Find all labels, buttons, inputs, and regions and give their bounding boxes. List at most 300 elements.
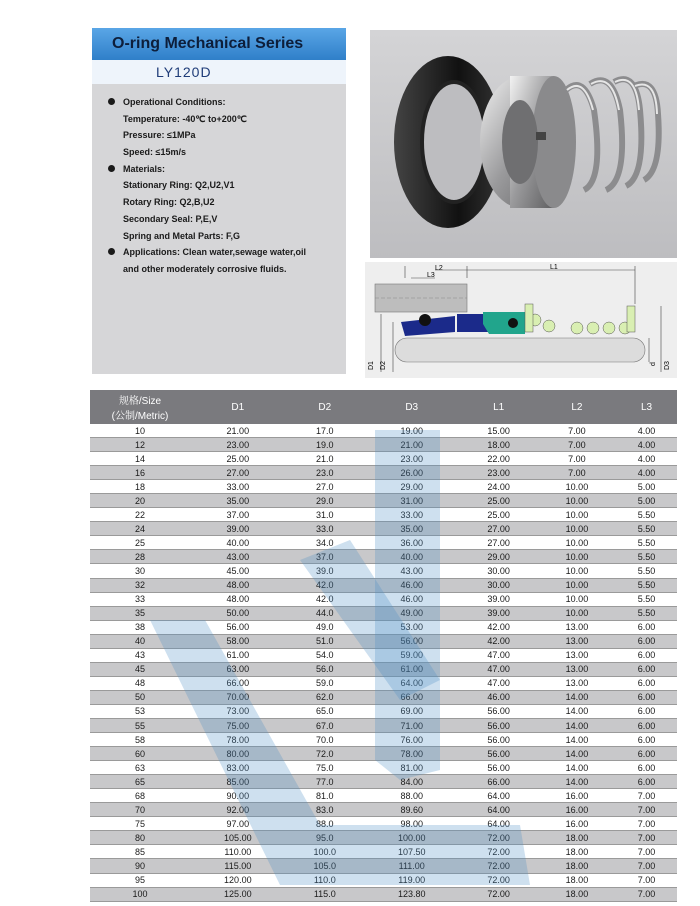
value-cell: 19.0 (286, 438, 364, 452)
value-cell: 7.00 (616, 803, 677, 817)
table-row (90, 536, 677, 550)
value-cell: 56.00 (460, 747, 538, 761)
value-cell: 36.00 (364, 536, 460, 550)
value-cell: 14.00 (538, 775, 616, 789)
size-cell: 38 (90, 620, 190, 634)
value-cell: 42.0 (286, 578, 364, 592)
value-cell: 72.00 (460, 887, 538, 901)
value-cell: 33.00 (190, 480, 286, 494)
value-cell: 18.00 (538, 831, 616, 845)
value-cell: 48.00 (190, 592, 286, 606)
size-cell: 80 (90, 831, 190, 845)
size-table (90, 390, 677, 902)
value-cell: 42.00 (460, 620, 538, 634)
size-cell: 16 (90, 466, 190, 480)
value-cell: 7.00 (538, 466, 616, 480)
diagram-label-d2: D2 (380, 361, 387, 370)
value-cell: 64.00 (460, 817, 538, 831)
size-cell: 90 (90, 859, 190, 873)
value-cell: 65.0 (286, 704, 364, 718)
value-cell: 105.00 (190, 831, 286, 845)
size-cell: 43 (90, 648, 190, 662)
value-cell: 13.00 (538, 634, 616, 648)
value-cell: 24.00 (460, 480, 538, 494)
size-cell: 85 (90, 845, 190, 859)
size-cell: 33 (90, 592, 190, 606)
value-cell: 10.00 (538, 550, 616, 564)
table-row (90, 803, 677, 817)
value-cell: 88.0 (286, 817, 364, 831)
table-row (90, 859, 677, 873)
value-cell: 7.00 (616, 831, 677, 845)
value-cell: 5.50 (616, 508, 677, 522)
table-row (90, 761, 677, 775)
size-cell: 30 (90, 564, 190, 578)
value-cell: 63.00 (190, 662, 286, 676)
value-cell: 6.00 (616, 747, 677, 761)
spec-text: and other moderately corrosive fluids. (123, 263, 287, 274)
value-cell: 61.00 (190, 648, 286, 662)
spec-text: Temperature: -40℃ to+200℃ (123, 113, 247, 124)
col-header-d2: D2 (286, 390, 364, 424)
value-cell: 6.00 (616, 676, 677, 690)
value-cell: 21.00 (190, 424, 286, 438)
value-cell: 10.00 (538, 494, 616, 508)
value-cell: 120.00 (190, 873, 286, 887)
value-cell: 83.0 (286, 803, 364, 817)
value-cell: 51.0 (286, 634, 364, 648)
size-cell: 20 (90, 494, 190, 508)
value-cell: 6.00 (616, 761, 677, 775)
value-cell: 58.00 (190, 634, 286, 648)
value-cell: 5.50 (616, 550, 677, 564)
value-cell: 49.00 (364, 606, 460, 620)
table-row (90, 733, 677, 747)
value-cell: 70.0 (286, 733, 364, 747)
value-cell: 47.00 (460, 648, 538, 662)
value-cell: 70.00 (190, 690, 286, 704)
value-cell: 6.00 (616, 718, 677, 732)
value-cell: 16.00 (538, 803, 616, 817)
value-cell: 53.00 (364, 620, 460, 634)
value-cell: 39.00 (460, 592, 538, 606)
value-cell: 54.0 (286, 648, 364, 662)
diagram-label-d1: D1 (368, 361, 375, 370)
spec-list (108, 94, 344, 278)
value-cell: 7.00 (616, 817, 677, 831)
table-row (90, 480, 677, 494)
value-cell: 30.00 (460, 564, 538, 578)
value-cell: 6.00 (616, 690, 677, 704)
value-cell: 4.00 (616, 452, 677, 466)
value-cell: 33.0 (286, 522, 364, 536)
spec-text: Spring and Metal Parts: F,G (123, 230, 241, 241)
value-cell: 67.0 (286, 718, 364, 732)
value-cell: 27.00 (460, 522, 538, 536)
diagram-label-d3: D3 (664, 361, 671, 370)
size-cell: 50 (90, 690, 190, 704)
value-cell: 111.00 (364, 859, 460, 873)
value-cell: 80.00 (190, 747, 286, 761)
value-cell: 23.00 (190, 438, 286, 452)
value-cell: 4.00 (616, 438, 677, 452)
value-cell: 25.00 (460, 494, 538, 508)
value-cell: 35.00 (364, 522, 460, 536)
table-row (90, 466, 677, 480)
size-cell: 14 (90, 452, 190, 466)
value-cell: 44.0 (286, 606, 364, 620)
value-cell: 72.00 (460, 831, 538, 845)
value-cell: 39.00 (190, 522, 286, 536)
value-cell: 45.00 (190, 564, 286, 578)
value-cell: 5.50 (616, 536, 677, 550)
value-cell: 64.00 (364, 676, 460, 690)
size-cell: 25 (90, 536, 190, 550)
value-cell: 56.00 (460, 733, 538, 747)
bullet-icon (108, 248, 115, 255)
value-cell: 26.00 (364, 466, 460, 480)
value-cell: 5.00 (616, 494, 677, 508)
value-cell: 21.00 (364, 438, 460, 452)
diagram-label-l1: L1 (550, 264, 558, 271)
value-cell: 72.00 (460, 859, 538, 873)
table-row (90, 887, 677, 901)
value-cell: 34.0 (286, 536, 364, 550)
value-cell: 76.00 (364, 733, 460, 747)
size-cell: 10 (90, 424, 190, 438)
value-cell: 115.00 (190, 859, 286, 873)
value-cell: 14.00 (538, 761, 616, 775)
value-cell: 6.00 (616, 775, 677, 789)
value-cell: 4.00 (616, 424, 677, 438)
value-cell: 6.00 (616, 662, 677, 676)
value-cell: 73.00 (190, 704, 286, 718)
value-cell: 72.00 (460, 845, 538, 859)
value-cell: 84.00 (364, 775, 460, 789)
value-cell: 27.00 (190, 466, 286, 480)
value-cell: 10.00 (538, 592, 616, 606)
value-cell: 56.00 (460, 761, 538, 775)
value-cell: 110.00 (190, 845, 286, 859)
value-cell: 66.00 (364, 690, 460, 704)
value-cell: 5.50 (616, 606, 677, 620)
table-row (90, 775, 677, 789)
table-row (90, 634, 677, 648)
value-cell: 10.00 (538, 508, 616, 522)
spec-line (108, 211, 344, 228)
value-cell: 43.00 (364, 564, 460, 578)
value-cell: 46.00 (460, 690, 538, 704)
value-cell: 31.00 (364, 494, 460, 508)
spec-text: Secondary Seal: P,E,V (123, 213, 218, 224)
spec-text: Stationary Ring: Q2,U2,V1 (123, 180, 235, 191)
value-cell: 92.00 (190, 803, 286, 817)
value-cell: 40.00 (190, 536, 286, 550)
value-cell: 14.00 (538, 747, 616, 761)
value-cell: 23.0 (286, 466, 364, 480)
value-cell: 6.00 (616, 634, 677, 648)
value-cell: 29.00 (364, 480, 460, 494)
value-cell: 16.00 (538, 789, 616, 803)
size-cell: 40 (90, 634, 190, 648)
value-cell: 50.00 (190, 606, 286, 620)
value-cell: 14.00 (538, 690, 616, 704)
spec-line (108, 144, 344, 161)
value-cell: 39.00 (460, 606, 538, 620)
value-cell: 5.50 (616, 564, 677, 578)
value-cell: 56.00 (364, 634, 460, 648)
spec-line (108, 127, 344, 144)
table-row (90, 676, 677, 690)
value-cell: 10.00 (538, 606, 616, 620)
value-cell: 14.00 (538, 733, 616, 747)
value-cell: 125.00 (190, 887, 286, 901)
value-cell: 37.00 (190, 508, 286, 522)
value-cell: 13.00 (538, 648, 616, 662)
value-cell: 5.50 (616, 522, 677, 536)
spec-line (108, 94, 344, 111)
value-cell: 71.00 (364, 718, 460, 732)
table-row (90, 424, 677, 438)
table-row (90, 648, 677, 662)
value-cell: 22.00 (460, 452, 538, 466)
spec-line (108, 244, 344, 261)
value-cell: 107.50 (364, 845, 460, 859)
value-cell: 69.00 (364, 704, 460, 718)
series-title: O-ring Mechanical Series (92, 28, 346, 60)
size-cell: 55 (90, 718, 190, 732)
value-cell: 7.00 (616, 873, 677, 887)
size-cell: 58 (90, 733, 190, 747)
table-row (90, 747, 677, 761)
value-cell: 100.00 (364, 831, 460, 845)
value-cell: 18.00 (538, 859, 616, 873)
size-cell: 65 (90, 775, 190, 789)
value-cell: 46.00 (364, 592, 460, 606)
value-cell: 21.0 (286, 452, 364, 466)
value-cell: 85.00 (190, 775, 286, 789)
product-photo (370, 30, 677, 258)
value-cell: 75.0 (286, 761, 364, 775)
value-cell: 13.00 (538, 620, 616, 634)
value-cell: 62.0 (286, 690, 364, 704)
value-cell: 7.00 (538, 424, 616, 438)
table-row (90, 452, 677, 466)
value-cell: 56.00 (460, 718, 538, 732)
value-cell: 56.0 (286, 662, 364, 676)
value-cell: 27.00 (460, 536, 538, 550)
value-cell: 64.00 (460, 803, 538, 817)
value-cell: 7.00 (616, 859, 677, 873)
size-cell: 12 (90, 438, 190, 452)
value-cell: 7.00 (616, 789, 677, 803)
value-cell: 110.0 (286, 873, 364, 887)
value-cell: 7.00 (538, 438, 616, 452)
value-cell: 30.00 (460, 578, 538, 592)
value-cell: 14.00 (538, 704, 616, 718)
spec-text: Speed: ≤15m/s (123, 147, 186, 158)
size-cell: 75 (90, 817, 190, 831)
size-cell: 32 (90, 578, 190, 592)
spec-line (108, 111, 344, 128)
value-cell: 81.0 (286, 789, 364, 803)
size-cell: 28 (90, 550, 190, 564)
value-cell: 15.00 (460, 424, 538, 438)
value-cell: 31.0 (286, 508, 364, 522)
value-cell: 18.00 (460, 438, 538, 452)
value-cell: 6.00 (616, 648, 677, 662)
table-row (90, 873, 677, 887)
value-cell: 10.00 (538, 564, 616, 578)
spec-text: Materials: (123, 163, 166, 174)
value-cell: 18.00 (538, 887, 616, 901)
size-cell: 68 (90, 789, 190, 803)
seal-cross-section-diagram (365, 262, 677, 378)
size-cell: 24 (90, 522, 190, 536)
value-cell: 100.0 (286, 845, 364, 859)
table-row (90, 592, 677, 606)
col-header-l1: L1 (460, 390, 538, 424)
size-cell: 48 (90, 676, 190, 690)
value-cell: 119.00 (364, 873, 460, 887)
diagram-label-l3: L3 (427, 272, 435, 279)
value-cell: 66.00 (460, 775, 538, 789)
value-cell: 59.0 (286, 676, 364, 690)
value-cell: 6.00 (616, 704, 677, 718)
size-cell: 53 (90, 704, 190, 718)
col-header-l2: L2 (538, 390, 616, 424)
value-cell: 10.00 (538, 480, 616, 494)
value-cell: 56.00 (190, 620, 286, 634)
bullet-icon (108, 165, 115, 172)
value-cell: 13.00 (538, 662, 616, 676)
value-cell: 66.00 (190, 676, 286, 690)
table-row (90, 606, 677, 620)
value-cell: 90.00 (190, 789, 286, 803)
value-cell: 14.00 (538, 718, 616, 732)
spec-text: Pressure: ≤1MPa (123, 130, 196, 141)
value-cell: 72.0 (286, 747, 364, 761)
value-cell: 10.00 (538, 522, 616, 536)
size-cell: 63 (90, 761, 190, 775)
value-cell: 56.00 (460, 704, 538, 718)
value-cell: 95.0 (286, 831, 364, 845)
value-cell: 77.0 (286, 775, 364, 789)
size-cell: 45 (90, 662, 190, 676)
value-cell: 75.00 (190, 718, 286, 732)
value-cell: 27.0 (286, 480, 364, 494)
diagram-label-d: d (650, 362, 657, 366)
value-cell: 35.00 (190, 494, 286, 508)
table-row (90, 564, 677, 578)
value-cell: 29.00 (460, 550, 538, 564)
value-cell: 5.50 (616, 592, 677, 606)
value-cell: 47.00 (460, 676, 538, 690)
value-cell: 37.0 (286, 550, 364, 564)
table-row (90, 620, 677, 634)
value-cell: 7.00 (538, 452, 616, 466)
size-cell: 18 (90, 480, 190, 494)
value-cell: 78.00 (190, 733, 286, 747)
table-row (90, 831, 677, 845)
value-cell: 81.00 (364, 761, 460, 775)
table-row (90, 662, 677, 676)
value-cell: 42.0 (286, 592, 364, 606)
spec-line (108, 177, 344, 194)
spec-text: Applications: Clean water,sewage water,oil (123, 247, 307, 258)
value-cell: 115.0 (286, 887, 364, 901)
table-row (90, 718, 677, 732)
size-header: 规格/Size (公制/Metric) (90, 390, 190, 424)
value-cell: 43.00 (190, 550, 286, 564)
spec-line (108, 161, 344, 178)
value-cell: 7.00 (616, 887, 677, 901)
value-cell: 23.00 (364, 452, 460, 466)
value-cell: 13.00 (538, 676, 616, 690)
value-cell: 29.0 (286, 494, 364, 508)
value-cell: 48.00 (190, 578, 286, 592)
value-cell: 19.00 (364, 424, 460, 438)
table-row (90, 438, 677, 452)
value-cell: 64.00 (460, 789, 538, 803)
value-cell: 23.00 (460, 466, 538, 480)
size-cell: 100 (90, 887, 190, 901)
value-cell: 98.00 (364, 817, 460, 831)
table-row (90, 789, 677, 803)
size-cell: 95 (90, 873, 190, 887)
value-cell: 40.00 (364, 550, 460, 564)
value-cell: 88.00 (364, 789, 460, 803)
value-cell: 59.00 (364, 648, 460, 662)
table-row (90, 704, 677, 718)
value-cell: 89.60 (364, 803, 460, 817)
value-cell: 78.00 (364, 747, 460, 761)
table-row (90, 550, 677, 564)
table-row (90, 522, 677, 536)
value-cell: 25.00 (190, 452, 286, 466)
value-cell: 46.00 (364, 578, 460, 592)
value-cell: 47.00 (460, 662, 538, 676)
col-header-l3: L3 (616, 390, 677, 424)
value-cell: 83.00 (190, 761, 286, 775)
value-cell: 39.0 (286, 564, 364, 578)
value-cell: 105.0 (286, 859, 364, 873)
value-cell: 16.00 (538, 817, 616, 831)
value-cell: 7.00 (616, 845, 677, 859)
value-cell: 4.00 (616, 466, 677, 480)
table-row (90, 817, 677, 831)
spec-text: Rotary Ring: Q2,B,U2 (123, 197, 215, 208)
diagram-label-l2: L2 (435, 265, 443, 272)
spec-line (108, 194, 344, 211)
value-cell: 10.00 (538, 536, 616, 550)
table-row (90, 494, 677, 508)
value-cell: 5.50 (616, 578, 677, 592)
value-cell: 123.80 (364, 887, 460, 901)
spec-text: Operational Conditions: (123, 97, 226, 107)
value-cell: 25.00 (460, 508, 538, 522)
size-cell: 22 (90, 508, 190, 522)
model-number: LY120D (92, 60, 346, 84)
size-cell: 35 (90, 606, 190, 620)
col-header-d1: D1 (190, 390, 286, 424)
spec-line (108, 261, 344, 278)
value-cell: 17.0 (286, 424, 364, 438)
table-row (90, 578, 677, 592)
value-cell: 97.00 (190, 817, 286, 831)
table-row (90, 845, 677, 859)
size-cell: 60 (90, 747, 190, 761)
